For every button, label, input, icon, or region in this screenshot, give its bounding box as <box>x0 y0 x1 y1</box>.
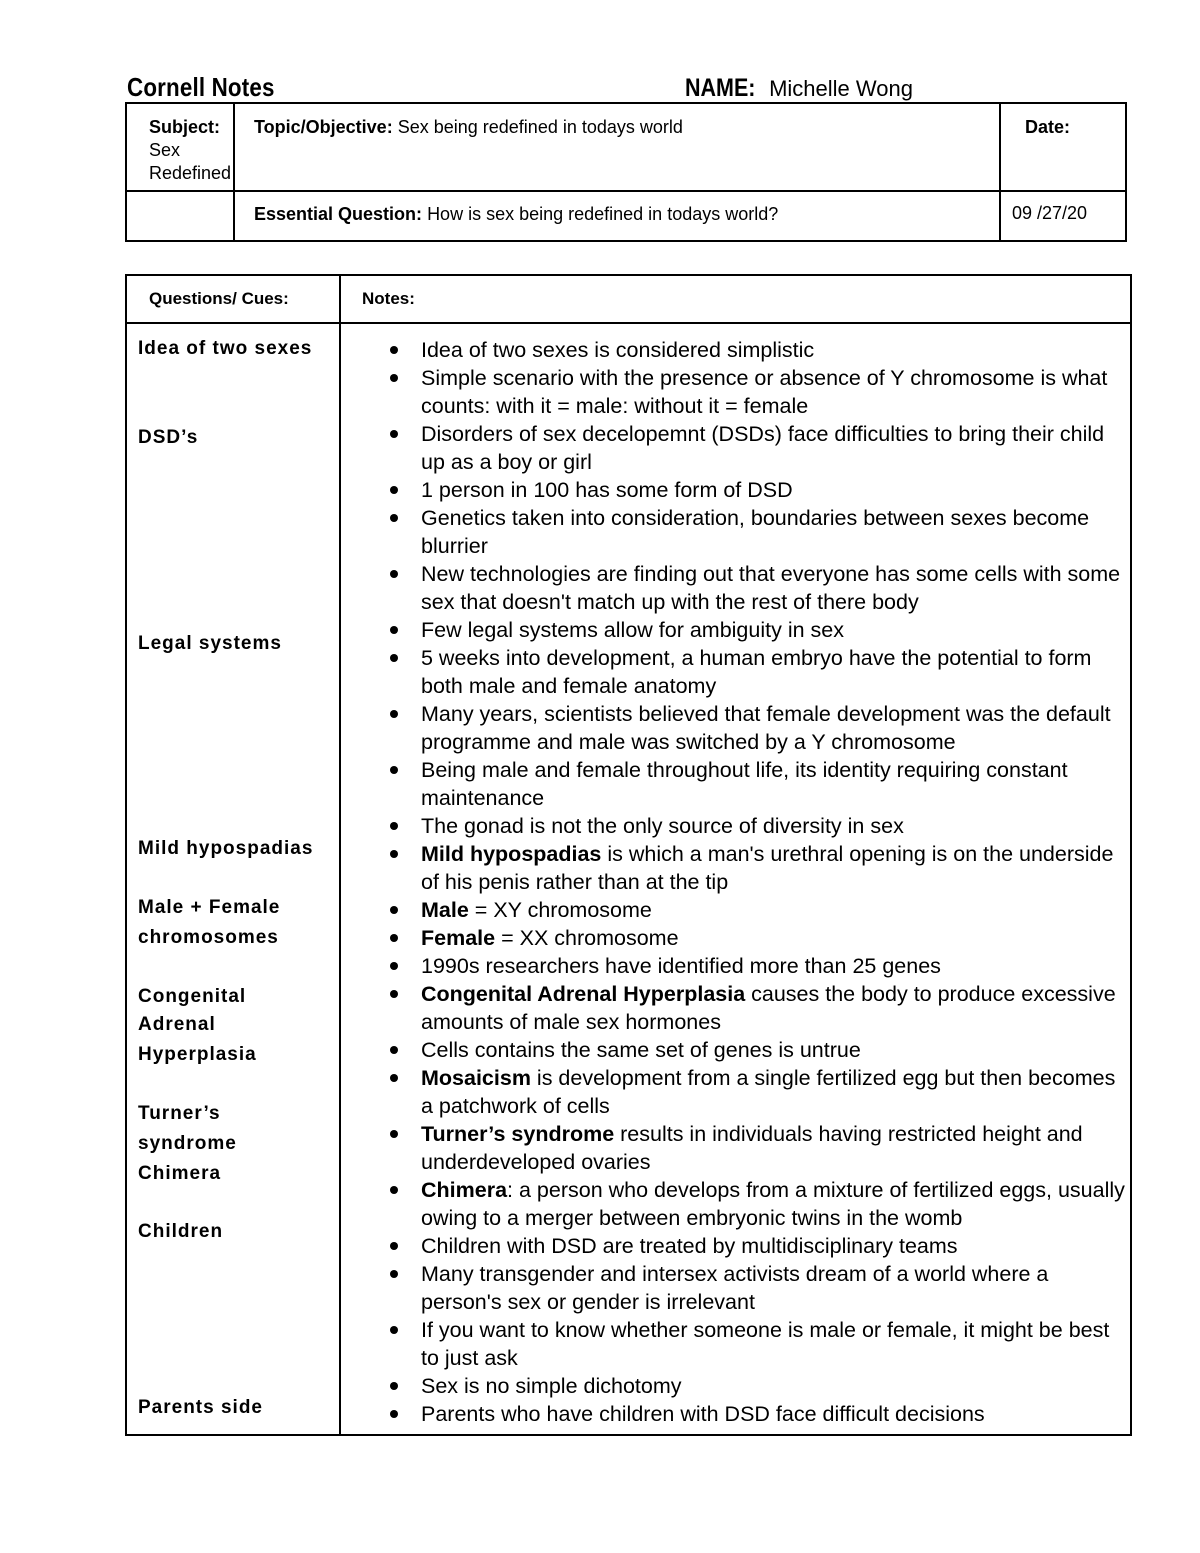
note-keyword: Congenital Adrenal Hyperplasia <box>421 982 746 1006</box>
note-item <box>387 896 1130 924</box>
note-text: Parents who have children with DSD face difficult decisions <box>421 1402 985 1426</box>
note-text: is which a man's urethral opening is on the underside of his penis rather than at the tip <box>421 842 1114 894</box>
subject-cell <box>126 103 234 191</box>
essential-question-value: How is sex being redefined in todays world? <box>427 204 779 224</box>
cues-header: Questions/ Cues: <box>126 275 340 323</box>
note-item <box>387 364 1130 420</box>
cue-item: Chimera <box>138 1163 222 1184</box>
note-item <box>387 1120 1130 1176</box>
note-text: The gonad is not the only source of diversity in sex <box>421 814 904 838</box>
cue-item: Legal systems <box>138 633 282 654</box>
note-item <box>387 1372 1130 1400</box>
note-text: Many years, scientists believed that female development was the default programme and male was switched by a Y chromosome <box>421 702 1111 754</box>
note-keyword: Chimera <box>421 1178 508 1202</box>
subject-value-line-1: Sex <box>149 140 181 160</box>
note-keyword: Female <box>421 926 496 950</box>
note-text: = XX chromosome <box>495 926 679 950</box>
note-text: causes the body to produce excessive amounts of male sex hormones <box>421 982 1116 1034</box>
note-text: Disorders of sex decelopemnt (DSDs) face difficulties to bring their child up as a boy or girl <box>421 422 1105 474</box>
note-item <box>387 1176 1130 1232</box>
info-table <box>125 102 1127 242</box>
note-item <box>387 476 1130 504</box>
essential-question-cell <box>234 191 1000 241</box>
note-item <box>387 1036 1130 1064</box>
note-text: = XY chromosome <box>468 898 652 922</box>
note-text: New technologies are finding out that everyone has some cells with some sex that doesn't match up with the rest of there body <box>421 562 1121 614</box>
essential-question-label: Essential Question: <box>254 204 423 224</box>
note-item <box>387 812 1130 840</box>
note-text: Genetics taken into consideration, boundaries between sexes become blurrier <box>421 506 1090 558</box>
date-label: Date: <box>1025 117 1071 137</box>
note-keyword: Turner’s syndrome <box>421 1122 615 1146</box>
note-keyword: Male <box>421 898 469 922</box>
page-title: Cornell Notes <box>127 72 275 102</box>
note-text: results in individuals having restricted height and underdeveloped ovaries <box>421 1122 1083 1174</box>
date-label-cell <box>1000 103 1126 191</box>
note-item <box>387 1064 1130 1120</box>
note-item <box>387 1400 1130 1428</box>
cue-item: Children <box>138 1221 224 1242</box>
note-text: 1 person in 100 has some form of DSD <box>421 478 793 502</box>
note-text: 5 weeks into development, a human embryo have the potential to form both male and female anatomy <box>421 646 1092 698</box>
cue-item: Congenital <box>138 986 247 1007</box>
note-item <box>387 504 1130 560</box>
topic-value: Sex being redefined in todays world <box>397 117 683 137</box>
note-item <box>387 420 1130 476</box>
note-text: is development from a single fertilized egg but then becomes a patchwork of cells <box>421 1066 1116 1118</box>
note-text: Children with DSD are treated by multidisciplinary teams <box>421 1234 958 1258</box>
cue-item: Male + Female <box>138 897 281 918</box>
notes-header: Notes: <box>340 275 1131 323</box>
note-text: Being male and female throughout life, its identity requiring constant maintenance <box>421 758 1068 810</box>
topic-label: Topic/Objective: <box>254 117 393 137</box>
note-item <box>387 1260 1130 1316</box>
cue-item: Mild hypospadias <box>138 838 314 859</box>
note-item <box>387 644 1130 700</box>
note-text: 1990s researchers have identified more than 25 genes <box>421 954 941 978</box>
note-item <box>387 980 1130 1036</box>
name-line <box>685 74 913 103</box>
cue-item: chromosomes <box>138 927 279 948</box>
cue-item: syndrome <box>138 1133 237 1154</box>
cue-item: Hyperplasia <box>138 1044 257 1065</box>
note-text: Few legal systems allow for ambiguity in sex <box>421 618 844 642</box>
subject-value-line-2: Redefined <box>149 163 232 183</box>
note-item <box>387 560 1130 616</box>
note-text: Sex is no simple dichotomy <box>421 1374 682 1398</box>
note-item <box>387 336 1130 364</box>
note-text: If you want to know whether someone is male or female, it might be best to just ask <box>421 1318 1110 1370</box>
name-label: NAME: <box>685 74 756 102</box>
note-item <box>387 952 1130 980</box>
notes-list <box>341 336 1130 1428</box>
topic-cell <box>234 103 1000 191</box>
note-item <box>387 1232 1130 1260</box>
cue-item: DSD’s <box>138 427 199 448</box>
cue-item: Parents side <box>138 1397 263 1418</box>
empty-cell <box>126 191 234 241</box>
date-value: 09 /27/20 <box>1012 203 1088 223</box>
notes-table <box>125 274 1132 1436</box>
subject-label: Subject: <box>149 117 221 137</box>
note-text: : a person who develops from a mixture of fertilized eggs, usually owing to a merger between embryonic twins in the womb <box>421 1178 1125 1230</box>
note-item <box>387 1316 1130 1372</box>
cues-column <box>126 323 340 1435</box>
note-item <box>387 700 1130 756</box>
note-item <box>387 840 1130 896</box>
note-text: Many transgender and intersex activists dream of a world where a person's sex or gender is irrelevant <box>421 1262 1049 1314</box>
note-item <box>387 616 1130 644</box>
notes-column <box>340 323 1131 1435</box>
date-value-cell <box>1000 191 1126 241</box>
note-keyword: Mild hypospadias <box>421 842 602 866</box>
note-text: Cells contains the same set of genes is untrue <box>421 1038 861 1062</box>
note-keyword: Mosaicism <box>421 1066 531 1090</box>
cue-item: Idea of two sexes <box>138 338 313 359</box>
cue-item: Turner’s <box>138 1103 221 1124</box>
cue-item: Adrenal <box>138 1014 216 1035</box>
note-text: Simple scenario with the presence or absence of Y chromosome is what counts: with it = male: without it = female <box>421 366 1108 418</box>
note-text: Idea of two sexes is considered simplistic <box>421 338 815 362</box>
note-item <box>387 756 1130 812</box>
name-value: Michelle Wong <box>769 76 913 101</box>
note-item <box>387 924 1130 952</box>
